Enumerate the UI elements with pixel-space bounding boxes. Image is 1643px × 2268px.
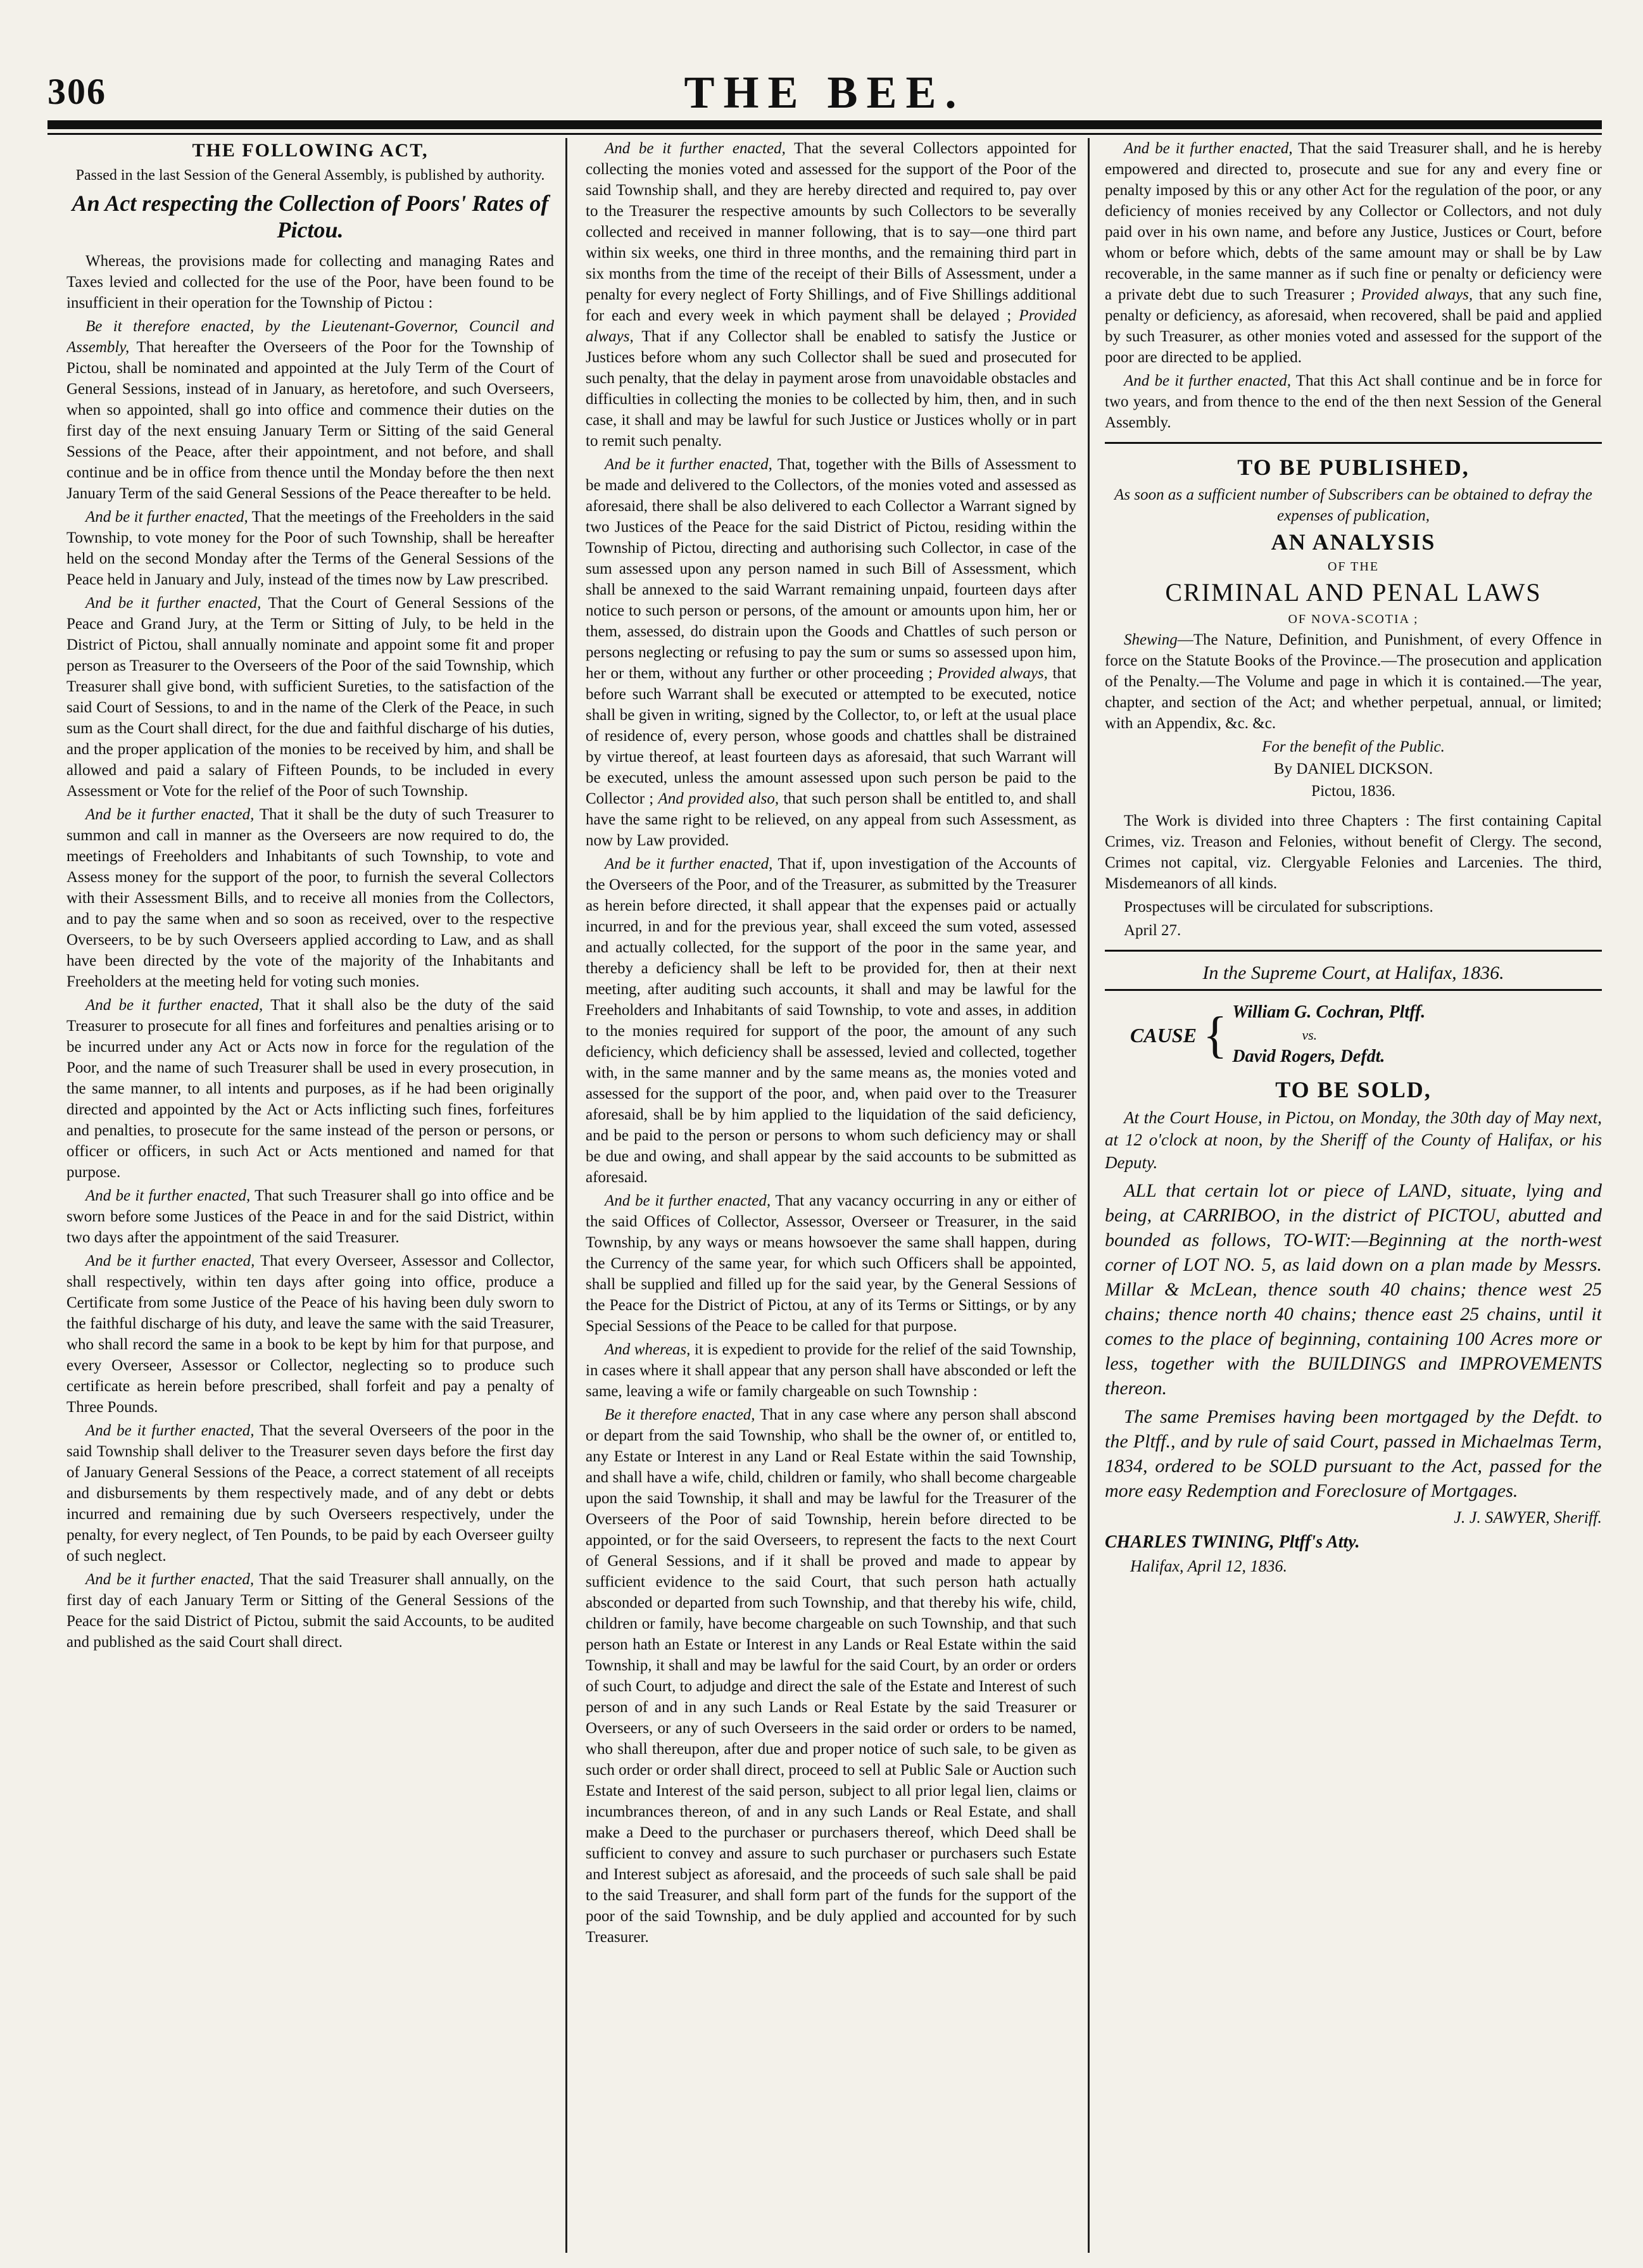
advert-date: April 27. <box>1124 921 1181 939</box>
act-section: And be it further enacted, That, together with the Bills of Assessment to be made and delivered to the Collectors, of the monies voted and assessed as aforesaid, there shall be also delivered to each Collector a Warrant signed by two Justices of the Peace for the said District of Pictou, residing within the Township of Pictou, directing and authorising such Collector, in case of the sum assessed upon any person named in such Bill of Assessment, which shall be annexed to the said Warrant remaining unpaid, fourteen days after notice to such person or persons, of the amount or amounts upon him, her or them, assessed, do distrain upon the Goods and Chattles of such person or persons neglecting or refusing to pay the sum or sums so assessed upon him, her or them, without any further or other proceeding ; Provided always, that before such Warrant shall be executed or attempted to be executed, notice shall be given in writing, signed by the Collector, to, or left at the usual place of residence of, every person, whose goods and chattles shall be distrained by virtue thereof, at least fourteen days as aforesaid, that such Warrant will be executed, unless the amount assessed upon such person be paid to the Collector ; And provided also, that such person shall be entitled to, and shall have the same right to be relieved, on any appeal from such Assessment, as now by Law provided. <box>586 456 1076 849</box>
section-rule <box>1105 950 1602 952</box>
advert-title: AN ANALYSIS <box>1271 529 1436 555</box>
act-section: And be it further enacted, That such Treasurer shall go into office and be sworn before some Justices of the Peace in and for the said District, within two days after the appointment of the said Treasurer. <box>66 1187 554 1247</box>
advert-division: The Work is divided into three Chapters : The first containing Capital Crimes, viz. Treason and Felonies, without benefit of Clergy. The second, Crimes not capital, viz. Clergyable Felonies and Larcenies. The third, Misdemeanors of all kinds. <box>1105 812 1602 892</box>
column-2 <box>586 138 1076 2253</box>
court-name: In the Supreme Court, at Halifax, 1836. <box>1202 962 1504 983</box>
notice-date: Halifax, April 12, 1836. <box>1130 1556 1287 1575</box>
sale-description: ALL that certain lot or piece of LAND, situate, lying and being, at CARRIBOO, in the district of PICTOU, abutted and bounded as follows, TO-WIT:—Beginning at the north-west corner of LOT NO. 5, as laid down on a plan made by Messrs. Millar & McLean, thence south 40 chains; thence west 25 chains; thence north 40 chains; thence east 25 chains, until it comes to the place of beginning, containing 100 Acres more or less, together with the BUILDINGS and IMPROVEMENTS thereon. <box>1105 1180 1602 1399</box>
act-section: And be it further enacted, That the several Overseers of the poor in the said Township shall deliver to the Treasurer seven days before the first day of January General Sessions of the Peace, a correct statement of all receipts and disbursements by them respectively made, and of any debt or debts incurred and remaining due by such Overseers respectively, under the penalty, for every neglect, of Ten Pounds, to be paid by each Overseer guilty of such neglect. <box>66 1422 554 1565</box>
act-section: And be it further enacted, That the several Collectors appointed for collecting the monies voted and assessed for the support of the Poor of the said Township shall, and they are hereby directed and required to, pay over to the Treasurer the respective amounts by such Collectors to be severally collected and received in manner following, that is to say—one third part within six weeks, one third in three months, and the remaining third part in six months from the time of the receipt of their Bills of Assessment, under a penalty for every neglect of Forty Shillings, and of Five Shillings additional for each and every week in which payment shall be delayed ; Provided always, That if any Collector shall be enabled to satisfy the Justice or Justices before whom any such Collector shall be sued and prosecuted for such penalty, that the delay in payment arose from unavoidable obstacles and difficulties in collecting the monies to be collected by him, then, and in such case, it shall and may be lawful for such Justice or Justices wholly or in part to remit such penalty. <box>586 140 1076 450</box>
advert-of-the: OF THE <box>1327 560 1380 574</box>
column-divider <box>1088 138 1090 2253</box>
act-preamble: Whereas, the provisions made for collecting and managing Rates and Taxes levied and collected for the use of the Poor, have been found to be insufficient in their operation for the Township of Pictou : <box>66 253 554 312</box>
court-rule <box>1105 989 1602 991</box>
masthead-rule-thin <box>47 133 1602 135</box>
act-section: And be it further enacted, That if, upon investigation of the Accounts of the Overseers of the Poor, and of the Treasurer, as submitted by the Treasurer as herein before directed, it shall appear that the expenses paid or actually incurred, in and for the previous year, shall exceed the sum voted, assessed and actually collected, for the support of the poor in the same year, and thereby a deficiency shall be left to be provided for, then at their next meeting, after auditing such accounts, it shall and may be lawful for the Freeholders and Inhabitants of said Township, to vote and asses, in addition to the monies required for support of the poor, the amount of any such deficiency, which deficiency shall be assessed, levied and collected, together with, in the same manner and by the same means as, the monies voted and assessed for the support of the poor, and, when paid over to the Treasurer aforesaid, shall be by him applied to the liquidation of the said deficiency, and be paid to the person or persons to whom such deficiency may or shall be due and owing, and shall appear by the said accounts to be submitted as aforesaid. <box>586 855 1076 1186</box>
sale-when: At the Court House, in Pictou, on Monday, the 30th day of May next, at 12 o'clock at noon, by the Sheriff of the County of Halifax, or his Deputy. <box>1105 1107 1602 1172</box>
masthead <box>47 66 1602 123</box>
act-section: And be it further enacted, That it shall also be the duty of the said Treasurer to prosecute for all fines and forfeitures and penalties arising or to be incurred under any Act or Acts now in force for the regulation of the Poor, and the name of such Treasurer shall be used in every prosecution, in the same manner, to all intents and purposes, as if he had been originally directed and appointed by the Act or Acts inflicting such fines, forfeitures and penalties, to prosecute for the same instead of the person or persons, or officer or officers, in such Act or Acts mentioned and named for that purpose. <box>66 997 554 1181</box>
section-rule <box>1105 442 1602 444</box>
act-section: And be it further enacted, That every Overseer, Assessor and Collector, shall respectively, within ten days after going into office, produce a Certificate from some Justice of the Peace of his having been duly sworn to the faithful discharge of his duty, and leave the same with the said Treasurer, who shall record the same in a book to be kept by him for that purpose, and every Overseer, Assessor or Collector, neglecting so to produce such certificate as herein before prescribed, shall forfeit and pay a penalty of Three Pounds. <box>66 1252 554 1416</box>
newspaper-title: THE BEE. <box>684 67 966 118</box>
publication-advert <box>1105 453 1602 941</box>
column-1 <box>66 138 554 2253</box>
sheriff-signature: J. J. SAWYER, Sheriff. <box>1454 1508 1602 1527</box>
column-3 <box>1105 138 1602 2253</box>
versus: vs. <box>1302 1027 1318 1043</box>
act-heading: THE FOLLOWING ACT, <box>192 140 429 161</box>
sale-mortgage: The same Premises having been mortgaged by the Defdt. to the Pltff., and by rule of said Court, passed in Michaelmas Term, 1834, ordered to be SOLD pursuant to the Act, passed for the more easy Redemption and Foreclosure of Mortgages. <box>1105 1406 1602 1501</box>
act-section: Be it therefore enacted, That in any case where any person shall abscond or depart from the said Township, who shall be the owner of, or entitled to, any Estate or Interest in any Land or Real Estate within the said Township, and shall have a wife, child, children or family, who shall become chargeable upon the said Township, it shall and may be lawful for the Treasurer of the Overseers of the Poor of said Township, herein before directed to be appointed, or for the said Overseers, to represent the facts to the next Court of General Sessions, and if it shall be proved and made to appear by sufficient evidence to the said Court, that such person hath actually absconded or departed from such Township, and that thereby his wife, child, children or family, have become chargeable on such Township, and that such person hath an Estate or Interest in any Lands or Real Estate within the said Township, it shall and may be lawful for the said Court, by an order or orders of such Court, to adjudge and direct the sale of the Estate and Interest of such person of and in any such Lands or Real Estate by the said Treasurer or Overseers, or any of such Overseers in the said order or orders to be named, who shall thereupon, after due and proper notice of such sale, to be given as such order or order shall direct, proceed to sell at Public Sale or Auction such Estate and Interest of the said person, subject to all prior legal lien, claims or incumbrances thereon, of and in any such Lands or Real Estate, and shall make a Deed to the purchaser or purchasers thereof, which Deed shall be sufficient to convey and assure to such purchaser or purchasers such Estate and Interest subject as aforesaid, and the proceeds of such sale shall be paid to the said Treasurer, and shall form part of the funds for the support of the poor of the said Township, and be duly applied and accounted for by such Treasurer. <box>586 1406 1076 1946</box>
attorney-signature: CHARLES TWINING, Pltff's Atty. <box>1105 1532 1360 1552</box>
advert-condition: As soon as a sufficient number of Subscribers can be obtained to defray the expenses of publication, <box>1114 486 1592 524</box>
parties <box>1232 1000 1425 1070</box>
court-notice <box>1105 961 1602 1578</box>
cause-block <box>1130 1000 1602 1070</box>
advert-place: Pictou, 1836. <box>1311 782 1395 800</box>
advert-province: OF NOVA-SCOTIA ; <box>1288 612 1419 627</box>
act-section: And be it further enacted, That any vacancy occurring in any or either of the said Offices of Collector, Assessor, Overseer or Treasurer, in the said Township, by any ways or means howsoever the same shall happen, during the Currency of the same year, for which such Officers shall be appointed, shall be supplied and filled up for the said year, by the General Sessions of the Peace for the District of Pictou, at any of its Terms or Sittings, or by any Special Sessions of the Peace to be called for that purpose. <box>586 1192 1076 1335</box>
act-section: And whereas, it is expedient to provide for the relief of the said Township, in cases where it shall appear that any person shall have absconded or left the same, leaving a wife or family chargeable on such Township : <box>586 1341 1076 1400</box>
brace-icon: { <box>1202 1007 1228 1063</box>
act-section: And be it further enacted, That the meetings of the Freeholders in the said Township, to vote money for the Poor of such Township, shall be hereafter held on the second Monday after the Terms of the General Sessions of the Peace held in January and July, instead of the times now by Law prescribed. <box>66 508 554 589</box>
act-section: Be it therefore enacted, by the Lieutenant-Governor, Council and Assembly, That hereafter the Overseers of the Poor for the Township of Pictou, shall be nominated and appointed at the July Term of the Court of General Sessions, instead of in January, as heretofore, and such Overseers, when so appointed, shall go into office and commence their duties on the first day of the next ensuing January Term or Sitting of the said General Sessions of the Peace, after their appointment, and not before, and shall continue and be in office from thence until the Monday before the then next January Term of the said General Sessions of the Peace thereafter to be held. <box>66 318 554 503</box>
act-title: An Act respecting the Collection of Poors' Rates of Pictou. <box>72 191 549 243</box>
advert-description: Shewing—The Nature, Definition, and Punishment, of every Offence in force on the Statute Books of the Province.—The prosecution and application of the Penalty.—The Volume and page in which it is contained.—The year, chapter, and section of the Act; and whether perpetual, annual, or limited; with an Appendix, &c. &c. <box>1105 631 1602 732</box>
advert-heading: TO BE PUBLISHED, <box>1237 455 1470 480</box>
sale-heading: TO BE SOLD, <box>1275 1077 1432 1103</box>
act-section: And be it further enacted, That the Court of General Sessions of the Peace and Grand Jury, at the Term or Sitting of July, to be held in the District of Pictou, shall annually nominate and appoint some fit and proper person as Treasurer to the Overseers of the Poor of the said Township, which Treasurer shall give bond, with sufficient Sureties, to the satisfaction of the said Court of Sessions, to and in the name of the Clerk of the Peace, in such sum as the Court shall direct, for the due and faithful discharge of his duties, and the proper application of the monies to be received by him, and shall be allowed and paid a salary of Fifteen Pounds, to be included in every Assessment or Vote for the relief of the Poor of such Township. <box>66 595 554 800</box>
act-section: And be it further enacted, That this Act shall continue and be in force for two years, and from thence to the end of the then next Session of the General Assembly. <box>1105 372 1602 431</box>
defendant: David Rogers, Defdt. <box>1232 1047 1385 1067</box>
advert-prospectus: Prospectuses will be circulated for subscriptions. <box>1124 898 1433 916</box>
page-number: 306 <box>47 71 106 112</box>
act-section: And be it further enacted, That the said Treasurer shall annually, on the first day of each January Term or Sitting of the General Sessions of the Peace for the said District of Pictou, submit the said Accounts, to be audited and published as the said Court shall direct. <box>66 1571 554 1651</box>
plaintiff: William G. Cochran, Pltff. <box>1232 1002 1426 1023</box>
act-subheading: Passed in the last Session of the General Assembly, is published by authority. <box>75 167 545 184</box>
advert-benefit: For the benefit of the Public. <box>1262 738 1445 755</box>
act-section: And be it further enacted, That the said Treasurer shall, and he is hereby empowered and directed to, prosecute and sue for any and every fine or penalty imposed by this or any other Act for the regulation of the poor, or any deficiency of monies received by any Collector or Collectors, and not duly paid over in his own name, and before any Justice, Justices or Court, before whom or before which, debts of the same amount may or shall be by Law recoverable, in the same manner as if such fine or penalty or deficiency were a private debt due to such Treasurer ; Provided always, that any such fine, penalty or deficiency, as aforesaid, when recovered, shall be paid and applied by such Treasurer, as other monies voted and assessed for the support of the poor are directed to be applied. <box>1105 140 1602 366</box>
act-section: And be it further enacted, That it shall be the duty of such Treasurer to summon and call in manner as the Overseers are now required to do, the meetings of Freeholders and Inhabitants of such Township, to vote and Assess money for the support of the poor, to furnish the several Collectors with their Assessment Bills, and to receive all monies from the Collectors, and to pay the same when and so soon as received, over to the respective Overseers, to be by such Overseers applied according to Law, and as shall have been directed by the vote of the majority of the Inhabitants and Freeholders at the meeting held for voting such monies. <box>66 806 554 991</box>
column-divider <box>565 138 567 2253</box>
cause-label: CAUSE <box>1130 1023 1197 1047</box>
advert-subject: CRIMINAL AND PENAL LAWS <box>1165 578 1542 607</box>
advert-author: By DANIEL DICKSON. <box>1273 760 1433 778</box>
masthead-rule <box>47 120 1602 129</box>
